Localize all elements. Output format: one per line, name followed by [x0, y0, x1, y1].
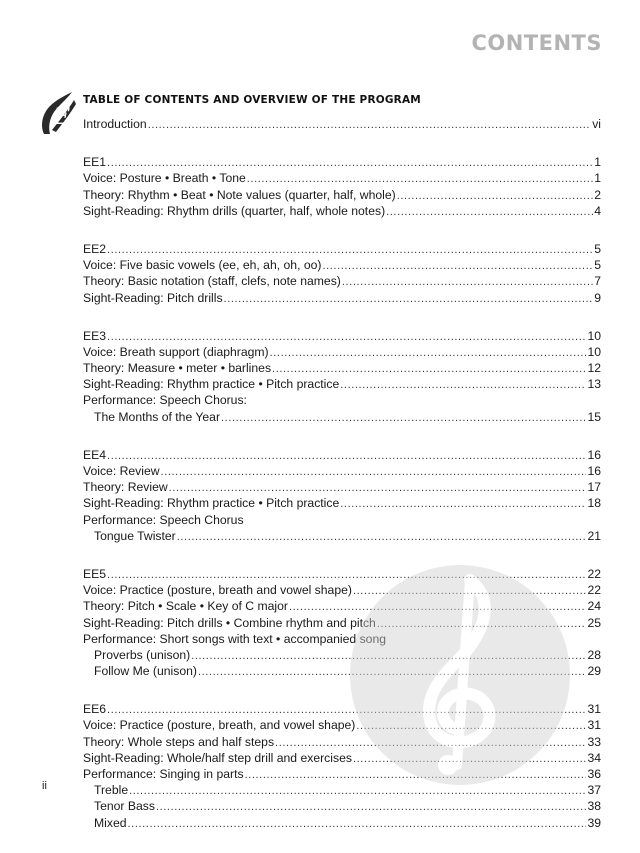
dot-leader [322, 258, 593, 274]
toc-entry-page: 36 [587, 767, 601, 781]
toc-entry-title: Sight-Reading: Pitch drills [83, 290, 223, 305]
toc-entry-title: Theory: Pitch • Scale • Key of C major [83, 599, 288, 614]
toc-entry [83, 392, 601, 408]
toc-entry-page: 37 [587, 783, 601, 798]
toc-entry [83, 273, 601, 289]
toc-entry-title: EE4 [83, 447, 107, 462]
toc-entry-title: Treble [94, 783, 129, 798]
toc-entry [83, 495, 601, 511]
toc-entry-title: Voice: Posture • Breath • Tone [83, 171, 246, 186]
toc-entry-page: 5 [594, 241, 601, 256]
toc-entry-page: 4 [594, 203, 601, 218]
dot-leader [107, 155, 593, 171]
toc-entry-page: 22 [587, 566, 601, 581]
dot-leader [272, 361, 586, 377]
toc-entry-page: 10 [587, 328, 601, 343]
toc-entry-title: Proverbs (unison) [94, 647, 191, 662]
toc-entry [83, 463, 601, 479]
toc-entry-title: Introduction [83, 117, 147, 131]
toc-group [83, 116, 601, 132]
toc-entry [83, 170, 601, 186]
dot-leader [386, 204, 593, 220]
toc-entry-title: The Months of the Year [94, 409, 221, 424]
toc-entry-page: 9 [594, 290, 601, 305]
toc-entry-page: 13 [587, 377, 601, 392]
page-heading: CONTENTS [471, 31, 602, 55]
toc-entry-page: 18 [587, 496, 601, 511]
toc-entry [83, 447, 601, 463]
dot-leader [161, 464, 587, 480]
dot-leader [342, 274, 593, 290]
toc-entry-title: Theory: Review [83, 480, 168, 495]
toc-entry [83, 241, 601, 257]
toc-entry-title: Sight-Reading: Whole/half step drill and exercises [83, 750, 352, 765]
toc-entry-page: 10 [587, 344, 601, 359]
toc-entry [83, 512, 601, 528]
toc-entry [83, 344, 601, 360]
toc-entry-title: Tenor Bass [94, 799, 155, 814]
toc-entry-title: Follow Me (unison) [94, 664, 197, 679]
toc-group [83, 154, 601, 219]
toc-entry [83, 360, 601, 376]
toc-entry-title: Theory: Rhythm • Beat • Note values (quarter, half, whole) [83, 187, 396, 202]
dot-leader [221, 410, 586, 426]
toc-group [83, 328, 601, 425]
toc-entry-title: Sight-Reading: Rhythm drills (quarter, half, whole notes) [83, 203, 386, 218]
toc-entry-page: 15 [587, 409, 601, 424]
dot-leader [397, 188, 594, 204]
dot-leader [107, 242, 593, 258]
toc-entry-title: EE6 [83, 702, 107, 717]
toc-entry-page: 16 [587, 447, 601, 462]
toc-entry [83, 376, 601, 392]
dot-leader [247, 171, 593, 187]
toc-entry [83, 479, 601, 495]
toc-entry [83, 187, 601, 203]
toc-entry-page: 21 [587, 528, 601, 543]
toc-entry-title: Mixed [94, 815, 127, 830]
toc-entry-title: Voice: Practice (posture, breath and vowel shape) [83, 583, 352, 598]
toc-entry-page: 22 [587, 583, 601, 598]
toc-entry [83, 815, 601, 831]
toc-entry-title: Performance: Singing in parts [83, 767, 244, 781]
toc-entry-page: 12 [587, 361, 601, 376]
treble-clef-watermark-icon [345, 560, 575, 790]
toc-entry-title: Performance: Speech Chorus: [83, 393, 247, 408]
toc-entry-page: 28 [587, 647, 601, 662]
toc-entry [83, 798, 601, 814]
toc-entry [83, 257, 601, 273]
dot-leader [156, 799, 586, 815]
toc-entry-title: Voice: Practice (posture, breath, and vowel shape) [83, 718, 356, 733]
treble-clef-e-logo-icon [38, 90, 78, 138]
toc-entry-title: Theory: Basic notation (staff, clefs, note names) [83, 274, 341, 289]
dot-leader [340, 377, 586, 393]
svg-text:E: E [54, 105, 71, 130]
dot-leader [107, 448, 586, 464]
toc-entry-page: 1 [594, 171, 601, 186]
toc-entry [83, 203, 601, 219]
toc-entry-title: EE3 [83, 328, 107, 343]
toc-entry-title: Voice: Breath support (diaphragm) [83, 344, 269, 359]
toc-entry-title: Theory: Whole steps and half steps [83, 734, 275, 749]
toc-entry [83, 290, 601, 306]
toc-entry-title: EE5 [83, 566, 107, 581]
toc-entry [83, 116, 601, 132]
toc-entry-page: 5 [594, 258, 601, 273]
toc-entry [83, 528, 601, 544]
toc-entry-title: Sight-Reading: Rhythm practice • Pitch practice [83, 496, 340, 511]
toc-entry [83, 154, 601, 170]
toc-entry-page: vi [592, 117, 601, 131]
toc-entry-title: Performance: Speech Chorus [83, 512, 244, 527]
toc-entry [83, 328, 601, 344]
toc-entry-title: Performance: Short songs with text • accompanied song [83, 631, 387, 646]
toc-entry-page: 7 [594, 274, 601, 289]
toc-entry-page: 2 [594, 187, 601, 202]
toc-entry-title: Voice: Five basic vowels (ee, eh, ah, oh, oo) [83, 258, 322, 273]
toc-entry-page: 39 [587, 815, 601, 830]
toc-entry-title: Sight-Reading: Rhythm practice • Pitch practice [83, 377, 340, 392]
toc-entry-page: 38 [587, 799, 601, 814]
toc-entry-page: 16 [587, 464, 601, 478]
dot-leader [177, 529, 587, 545]
dot-leader [128, 816, 587, 832]
dot-leader [224, 291, 594, 307]
dot-leader [340, 496, 586, 512]
toc-group [83, 447, 601, 544]
toc-entry-title: Tongue Twister [94, 528, 176, 543]
toc-entry-title: EE2 [83, 241, 107, 256]
toc-entry-page: 24 [587, 599, 601, 614]
dot-leader [270, 345, 587, 361]
toc-entry-page: 17 [587, 480, 601, 495]
page-number: ii [42, 780, 47, 792]
toc-entry-page: 31 [587, 702, 601, 717]
toc-entry-page: 29 [587, 664, 601, 679]
dot-leader [107, 329, 586, 345]
toc-entry-title: Theory: Measure • meter • barlines [83, 361, 272, 376]
toc-entry-page: 33 [587, 734, 601, 749]
toc-group [83, 241, 601, 306]
dot-leader [169, 480, 587, 496]
toc-entry-title: Voice: Review [83, 464, 160, 478]
toc-entry [83, 409, 601, 425]
toc-entry-page: 34 [587, 750, 601, 765]
toc-entry-page: 25 [587, 615, 601, 630]
toc-entry-page: 31 [587, 718, 601, 733]
dot-leader [148, 117, 592, 133]
toc-entry-page: 1 [594, 155, 601, 170]
toc-entry-title: Sight-Reading: Pitch drills • Combine rhythm and pitch [83, 615, 376, 630]
section-title: TABLE OF CONTENTS AND OVERVIEW OF THE PROGRAM [83, 94, 421, 106]
toc-entry-title: EE1 [83, 155, 107, 170]
